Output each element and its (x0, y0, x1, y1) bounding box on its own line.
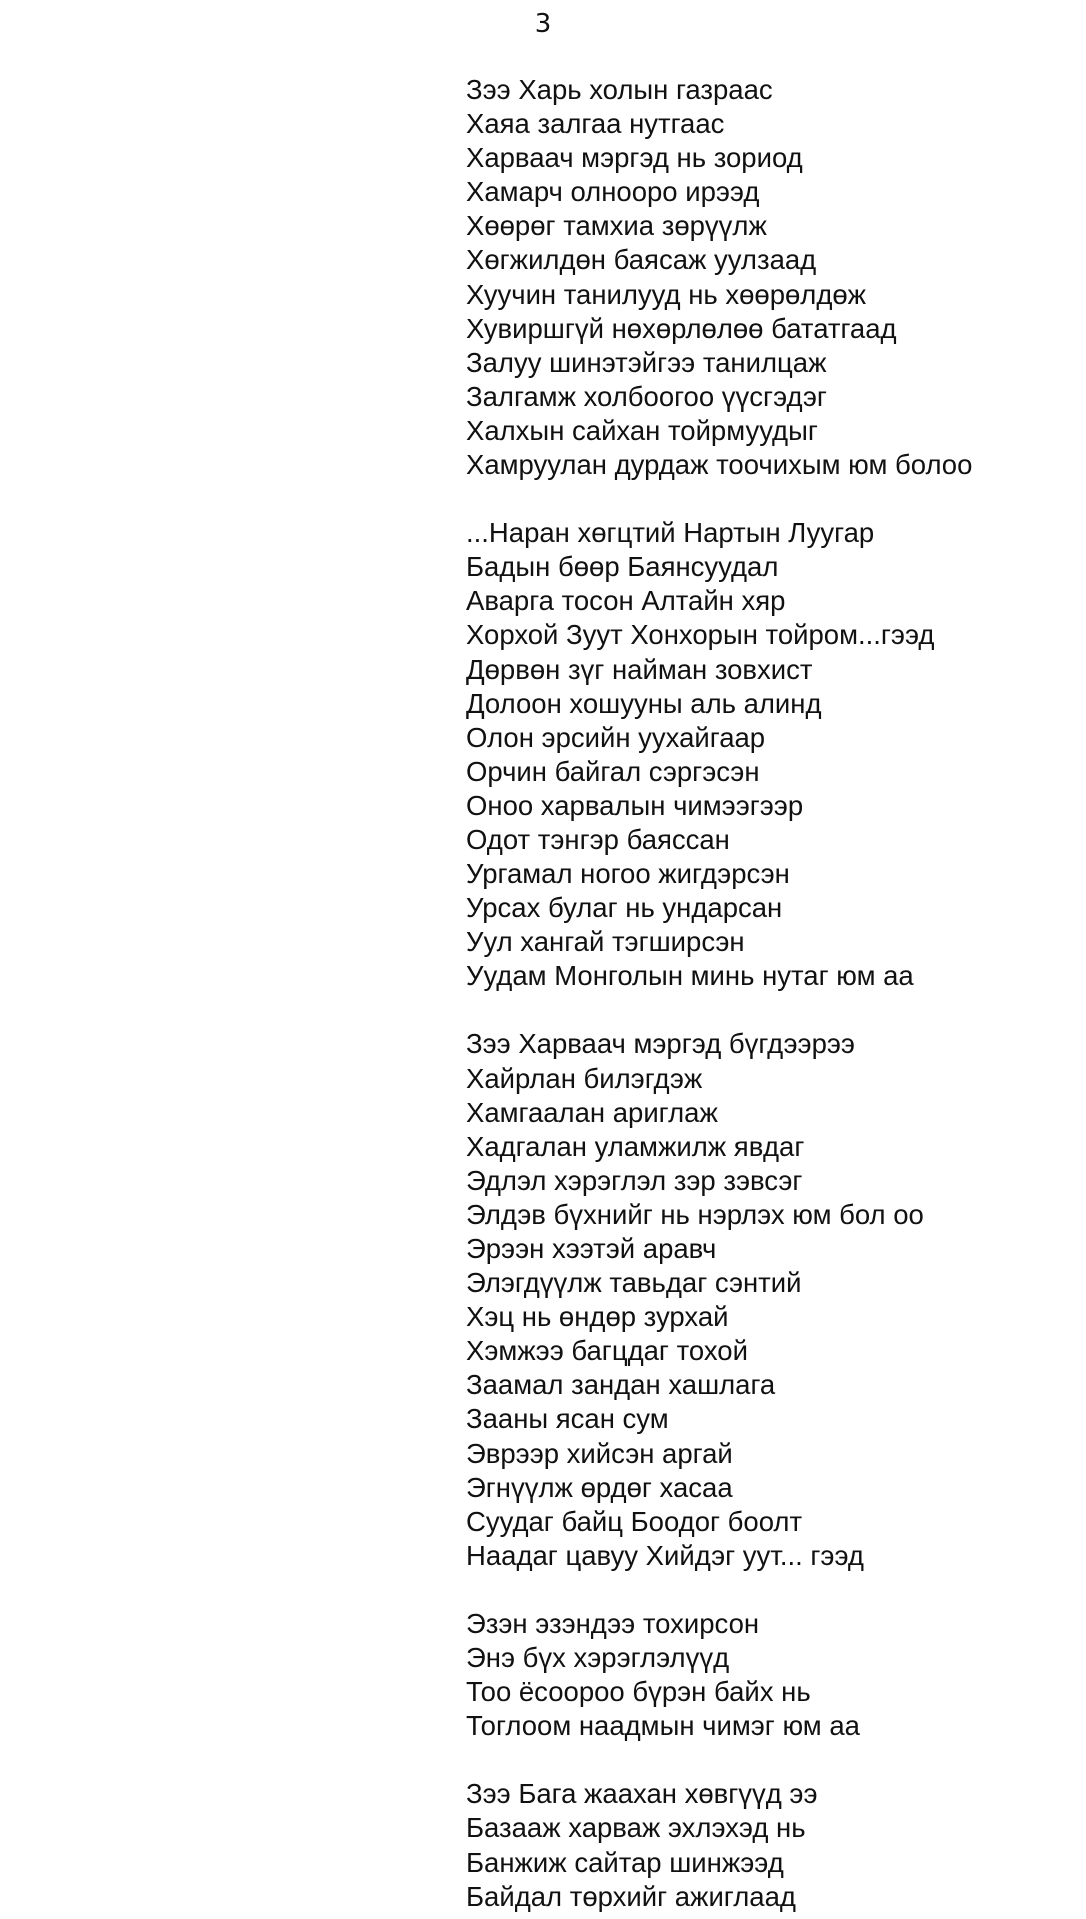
poem-line: Хамгаалан ариглаж (466, 1096, 718, 1128)
poem-line: Долоон хошууны аль алинд (466, 687, 822, 719)
poem-line: Байдал төрхийг ажиглаад (466, 1880, 796, 1912)
poem-line: Зээ Харь холын газраас (466, 74, 773, 105)
poem-line: ...Наран хөгцтий Нартын Луугар (466, 517, 875, 549)
poem-line: Хайрлан билэгдэж (466, 1062, 703, 1094)
stanza (466, 1777, 1066, 1913)
poem-line: Зээ Харваач мэргэд бүгдээрээ (466, 1028, 855, 1060)
poem-line: Энэ бүх хэрэглэлүүд (466, 1642, 730, 1674)
poem-line: Хуучин танилууд нь хөөрөлдөж (466, 278, 867, 310)
poem-line: Хэц нь өндөр зурхай (466, 1301, 729, 1333)
poem-line: Ургамал ногоо жигдэрсэн (466, 858, 790, 890)
stanza (466, 1027, 1066, 1573)
poem-line: Хөөрөг тамхиа зөрүүлж (466, 210, 767, 242)
poem-line: Суудаг байц Боодог боолт (466, 1505, 803, 1537)
poem-line: Зааны ясан сум (466, 1403, 669, 1435)
poem-line: Халхын сайхан тойрмуудыг (466, 414, 818, 446)
poem-line: Залгамж холбоогоо үүсгэдэг (466, 380, 827, 412)
poem-line: Эврээр хийсэн аргай (466, 1437, 733, 1469)
poem-line: Хэмжээ багцдаг тохой (466, 1335, 748, 1367)
poem-line: Уудам Монголын минь нутаг юм аа (466, 960, 914, 992)
poem (466, 73, 1066, 1914)
poem-line: Уул хангай тэгширсэн (466, 926, 745, 958)
poem-line: Аварга тосон Алтайн хяр (466, 585, 786, 617)
poem-line: Зээ Бага жаахан хөвгүүд ээ (466, 1778, 818, 1810)
page-number: 3 (534, 9, 552, 39)
poem-line: Хамарч олнооро ирээд (466, 176, 760, 208)
poem-line: Хадгалан уламжилж явдаг (466, 1130, 805, 1162)
poem-line: Тоо ёсоороо бүрэн байх нь (466, 1676, 811, 1708)
poem-line: Дөрвөн зүг найман зовхист (466, 653, 813, 685)
poem-line: Залуу шинэтэйгээ танилцаж (466, 346, 827, 378)
poem-line: Заамал зандан хашлага (466, 1369, 776, 1401)
poem-line: Урсах булаг нь ундарсан (466, 892, 783, 924)
poem-line: Хөгжилдөн баясаж уулзаад (466, 244, 817, 276)
poem-line: Эгнүүлж өрдөг хасаа (466, 1471, 733, 1503)
stanza (466, 73, 1066, 482)
poem-line: Эдлэл хэрэглэл зэр зэвсэг (466, 1164, 803, 1196)
poem-line: Хувиршгүй нөхөрлөлөө бататгаад (466, 312, 897, 344)
poem-line: Одот тэнгэр баяссан (466, 823, 730, 855)
poem-line: Эрээн хээтэй аравч (466, 1233, 717, 1264)
poem-line: Эзэн эзэндээ тохирсон (466, 1607, 760, 1639)
poem-line: Элдэв бүхнийг нь нэрлэх юм бол оо (466, 1198, 924, 1230)
poem-line: Олон эрсийн уухайгаар (466, 721, 766, 753)
poem-line: Базааж харваж эхлэхэд нь (466, 1812, 806, 1844)
stanza (466, 516, 1066, 993)
poem-line: Хамруулан дурдаж тоочихым юм болоо (466, 449, 973, 481)
poem-line: Тоглоом наадмын чимэг юм аа (466, 1710, 860, 1742)
poem-line: Бадын бөөр Баянсуудал (466, 551, 779, 583)
poem-line: Хаяа залгаа нутгаас (466, 108, 725, 140)
poem-line: Хорхой Зуут Хонхорын тойром...гээд (466, 619, 935, 651)
poem-line: Орчин байгал сэргэсэн (466, 755, 760, 787)
stanza (466, 1607, 1066, 1743)
poem-line: Элэгдүүлж тавьдаг сэнтий (466, 1267, 802, 1299)
poem-line: Наадаг цавуу Хийдэг уут... гээд (466, 1539, 864, 1571)
poem-line: Оноо харвалын чимээгээр (466, 789, 804, 821)
poem-line: Банжиж сайтар шинжээд (466, 1846, 784, 1878)
poem-line: Харваач мэргэд нь зориод (466, 142, 803, 174)
